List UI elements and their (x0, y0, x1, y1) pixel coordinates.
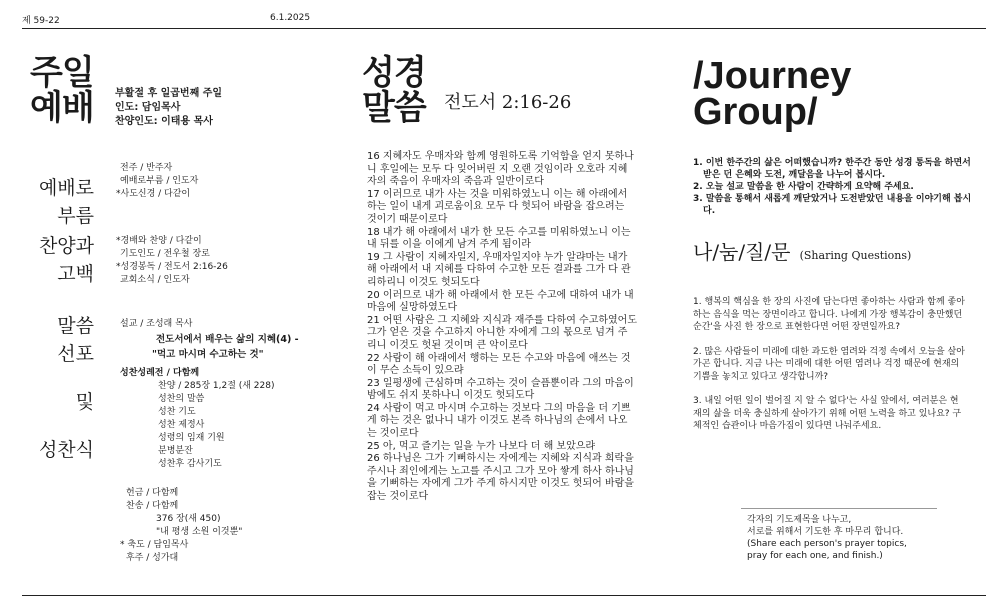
hymn-line: 찬송 / 다함께 (126, 501, 179, 511)
communion-list (120, 380, 299, 471)
list-item: 전주 / 반주자 (120, 163, 173, 173)
top-divider (22, 28, 986, 29)
closing-block (120, 487, 242, 565)
sharing-questions (693, 296, 965, 445)
list-item: *사도신경 / 다같이 (116, 189, 191, 199)
list-item: 2. 많은 사람들이 미래에 대한 과도한 염려와 걱정 속에서 오늘을 살아가곤 합니다. 지금 나는 미래에 대한 어떤 염려나 걱정 때문에 현재의 기쁨을 놓치고 있다고 생각합니까? (693, 346, 965, 382)
list-item: 1. 행복의 핵심을 한 장의 사진에 담는다면 좋아하는 사람과 함께 좋아하는 음식을 먹는 장면이라고 합니다. 나에게 가장 행복감이 충만했던 순간'을 사진 한 장으로 표현한다면 어떤 장면일까요? (693, 297, 965, 332)
verse: 26 하나님은 그가 기뻐하시는 자에게는 지혜와 지식과 희락을 주시나 죄인에게는 노고를 주시고 그가 모아 쌓게 하사 하나님을 기뻐하는 자에게 그가 주게 하시지만 이것도 헛되어 바람을 잡는 것이로다 (367, 453, 634, 503)
list-item: 성찬후 감사기도 (158, 459, 222, 469)
verse: 19 그 사람이 지혜자일지, 우매자일지야 누가 알랴마는 내가 해 아래에서 내 지혜를 다하여 수고한 모든 결과를 그가 다 관리하리니 이것도 헛되도다 (367, 251, 631, 288)
section-heading-sermon: 말씀 선포 및 성찬식 (38, 315, 94, 461)
offering-line: 헌금 / 다함께 (126, 488, 179, 498)
list-item: *성경봉독 / 전도서 2:16-26 (116, 262, 228, 272)
sermon-title: 전도서에서 배우는 삶의 지혜(4) - (156, 334, 299, 345)
worship-subtitle: 부활절 후 일곱번째 주일 인도: 담임목사 찬양인도: 이태용 목사 (115, 88, 223, 127)
list-item: 성찬 제정사 (158, 420, 205, 430)
prayer-note: 각자의 기도제목을 나누고, 서로를 위해서 기도한 후 마무리 합니다. (Share each person's prayer topics, pray for each one, and finish.) (747, 515, 907, 561)
list-item: 기도인도 / 전우철 장로 (120, 249, 210, 259)
list-item: 성찬 기도 (158, 407, 196, 417)
verse: 23 일평생에 근심하며 수고하는 것이 슬픔뿐이라 그의 마음이 밤에도 쉬지 못하나니 이것도 헛되도다 (367, 377, 634, 402)
list-item: 3. 말씀을 통해서 새롭게 깨닫았거나 도전받았던 내용을 이야기해 봅시다. (693, 194, 972, 216)
issue-number: 제 59-22 (22, 16, 60, 26)
sharing-heading (693, 236, 911, 265)
list-item: 찬양 / 285장 1,2절 (새 228) (158, 381, 275, 391)
list-item: 3. 내일 어떤 일이 벌어질 지 알 수 없다'는 사실 앞에서, 여러분은 현재의 삶을 더욱 충실하게 살아가기 위해 어떤 노력을 하고 있나요? 구체적인 습관이나 마음가짐이 있다면 나눠주세요. (693, 396, 962, 431)
list-item: 교회소식 / 인도자 (120, 275, 190, 285)
verse: 17 이러므로 내가 사는 것을 미워하였노니 이는 해 아래에서 하는 일이 내게 괴로움이요 모두 다 헛되어 바람을 잡으려는 것이기 때문이로다 (367, 188, 628, 225)
benediction-line: * 축도 / 담임목사 (120, 540, 189, 550)
list-item: 성찬의 말씀 (158, 394, 205, 404)
postlude-line: 후주 / 성가대 (126, 553, 179, 563)
bulletin-date: 6.1.2025 (270, 13, 311, 23)
journey-questions (693, 157, 978, 217)
journey-title: /Journey Group/ (693, 55, 852, 133)
list-item: 2. 오늘 설교 말씀을 한 사람이 간략하게 요약해 주세요. (693, 182, 914, 192)
sermon-subtitle: "먹고 마시며 수고하는 것" (152, 349, 264, 360)
verse: 20 이러므로 내가 해 아래에서 한 모든 수고에 대하여 내가 내 마음에 실망하였도다 (367, 289, 634, 314)
sermon-block (120, 318, 299, 471)
scripture-reference: 전도서 2:16-26 (444, 92, 572, 113)
scripture-title: 성경 말씀 (362, 53, 426, 128)
call-items (116, 162, 198, 201)
verse: 25 아, 먹고 즐기는 일을 누가 나보다 더 해 보았으랴 (367, 440, 596, 452)
verse: 16 지혜자도 우매자와 함께 영원하도록 기억함을 얻지 못하나니 후일에는 모두 다 잊어버린 지 오랜 것임이라 오호라 지혜자의 죽음이 우매자의 죽음과 일반이로다 (367, 151, 634, 188)
praise-items (116, 235, 228, 287)
list-item: *경배와 찬양 / 다같이 (116, 236, 202, 246)
worship-title: 주일 예배 (30, 53, 94, 128)
sharing-title: 나/눔/질/문 (693, 240, 791, 264)
list-item: 예배로부름 / 인도자 (120, 176, 199, 186)
verse: 21 어떤 사람은 그 지혜와 지식과 재주를 다하여 수고하였어도 그가 얻은 것을 수고하지 아니한 자에게 그의 몫으로 넘겨 주리니 이것도 헛된 것이며 큰 악이로다 (367, 314, 637, 351)
verse: 24 사람이 먹고 마시며 수고하는 것보다 그의 마음을 더 기쁘게 하는 것은 없나니 내가 이것도 본즉 하나님의 손에서 나오는 것이로다 (367, 402, 631, 440)
prayer-divider (741, 508, 937, 509)
bottom-divider (22, 595, 986, 596)
section-heading-call: 예배로 부름 (38, 177, 94, 227)
verse-list (367, 151, 637, 504)
sharing-subtitle: (Sharing Questions) (799, 249, 912, 262)
sermon-label: 설교 / 조성래 목사 (120, 319, 193, 329)
verse: 22 사람이 해 아래에서 행하는 모든 수고와 마음에 애쓰는 것이 무슨 소득이 있으랴 (367, 352, 631, 377)
list-item: 1. 이번 한주간의 삶은 어떠했습니까? 한주간 동안 성경 통독을 하면서 받은 던 은혜와 도전, 깨달음을 나누어 봅시다. (693, 158, 971, 180)
list-item: 분병분잔 (158, 446, 193, 456)
list-item: 성령의 임재 기원 (158, 433, 225, 443)
verse: 18 내가 해 아래에서 내가 한 모든 수고를 미워하였노니 이는 내 뒤를 이을 이에게 남겨 주게 됨이라 (367, 226, 631, 251)
section-heading-praise: 찬양과 고백 (38, 235, 94, 285)
hymn-number: 376 장(새 450) (156, 514, 221, 524)
communion-label: 성찬성례전 / 다함께 (120, 368, 200, 378)
hymn-title: "내 평생 소원 이것뿐" (156, 527, 243, 537)
